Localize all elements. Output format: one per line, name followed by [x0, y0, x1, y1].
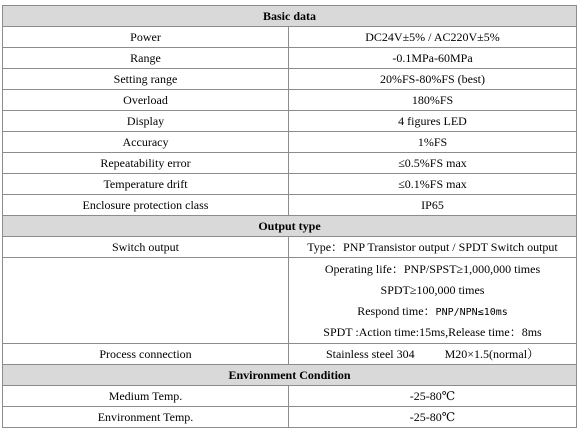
row-label: Setting range — [3, 69, 289, 90]
output-type-value: Type：PNP Transistor output / SPDT Switch output — [289, 237, 577, 258]
respond-time-value: PNP/NPN≤10ms — [435, 306, 508, 318]
process-connection-label: Process connection — [3, 344, 289, 365]
table-row — [3, 386, 577, 407]
row-label: Medium Temp. — [3, 386, 289, 407]
row-label: Power — [3, 27, 289, 48]
table-row — [3, 258, 577, 344]
row-label: Environment Temp. — [3, 407, 289, 428]
row-value: -0.1MPa-60MPa — [289, 48, 577, 69]
table-row — [3, 407, 577, 428]
respond-time-line — [289, 301, 576, 322]
row-label: Display — [3, 111, 289, 132]
operating-life-line: Operating life：PNP/SPST≥1,000,000 times — [324, 261, 541, 276]
table-row — [3, 27, 577, 48]
output-details-cell — [289, 258, 577, 344]
row-label: Temperature drift — [3, 174, 289, 195]
row-value: 1%FS — [289, 132, 577, 153]
table-row — [3, 237, 577, 258]
table-row — [3, 48, 577, 69]
table-row — [3, 195, 577, 216]
row-value: 180%FS — [289, 90, 577, 111]
row-value: DC24V±5% / AC220V±5% — [289, 27, 577, 48]
table-row — [3, 90, 577, 111]
table-row — [3, 174, 577, 195]
table-row — [3, 344, 577, 365]
row-label: Range — [3, 48, 289, 69]
row-label: Overload — [3, 90, 289, 111]
table-row — [3, 132, 577, 153]
row-value: 4 figures LED — [289, 111, 577, 132]
environment-condition-header: Environment Condition — [3, 365, 577, 386]
row-label: Repeatability error — [3, 153, 289, 174]
basic-data-header: Basic data — [3, 6, 577, 27]
switch-output-label: Switch output — [3, 237, 289, 258]
row-value: -25-80℃ — [289, 407, 577, 428]
spec-table — [2, 5, 577, 428]
row-value: -25-80℃ — [289, 386, 577, 407]
row-value: ≤0.1%FS max — [289, 174, 577, 195]
row-value: 20%FS-80%FS (best) — [289, 69, 577, 90]
output-type-header: Output type — [3, 216, 577, 237]
empty-label-cell — [3, 258, 289, 344]
row-label: Enclosure protection class — [3, 195, 289, 216]
row-label: Accuracy — [3, 132, 289, 153]
row-value: ≤0.5%FS max — [289, 153, 577, 174]
row-value: IP65 — [289, 195, 577, 216]
table-row — [3, 153, 577, 174]
respond-time-prefix: Respond time： — [357, 303, 436, 318]
process-connection-value: Stainless steel 304 M20×1.5(normal） — [289, 344, 577, 365]
table-row — [3, 111, 577, 132]
spdt-life-line: SPDT≥100,000 times — [380, 282, 485, 297]
spdt-action-line: SPDT :Action time:15ms,Release time：8ms — [323, 324, 542, 339]
table-row — [3, 69, 577, 90]
